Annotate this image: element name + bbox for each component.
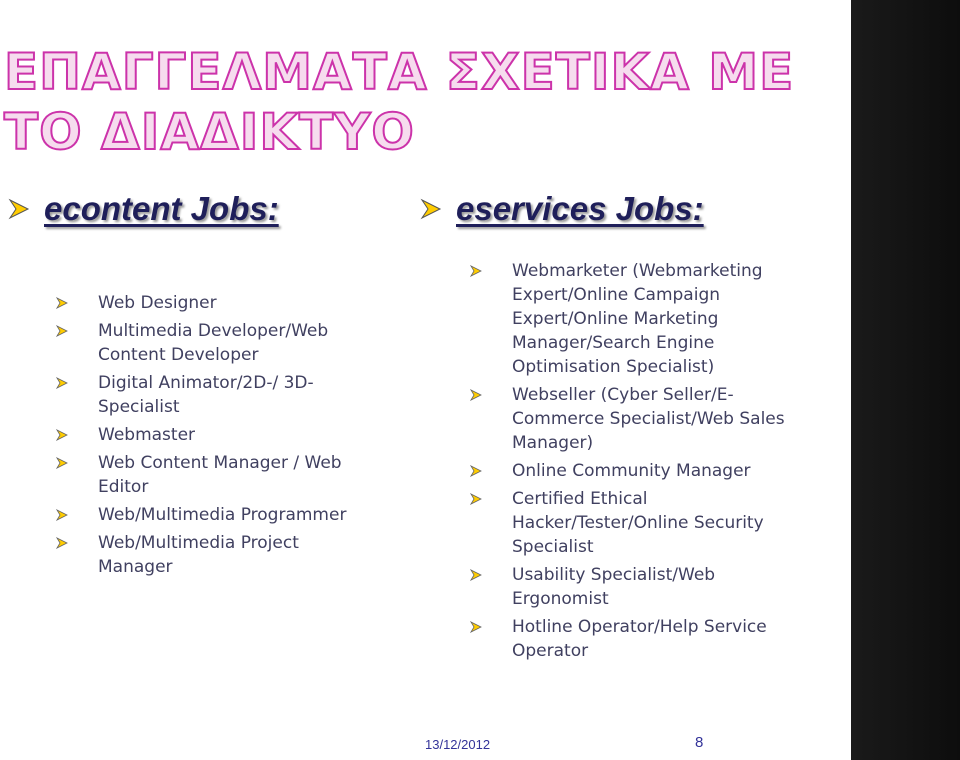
eservices-heading [420, 190, 704, 228]
list-item: Usability Specialist/Web Ergonomist [470, 563, 800, 611]
list-item: Certified Ethical Hacker/Tester/Online Security Specialist [470, 487, 800, 559]
arrow-bullet-icon [56, 325, 68, 337]
list-item: Web/Multimedia Project Manager [56, 531, 356, 579]
econtent-heading-label: econtent Jobs: [44, 190, 279, 227]
list-item: Web Content Manager / Web Editor [56, 451, 356, 499]
arrow-bullet-icon [56, 377, 68, 389]
slide-title: ΕΠΑΓΓΕΛΜΑΤΑ ΣΧΕΤΙΚΑ ΜΕ ΤΟ ΔΙΑΔΙΚΤΥΟ [4, 43, 795, 161]
list-item: Online Community Manager [470, 459, 800, 483]
list-item: Hotline Operator/Help Service Operator [470, 615, 800, 663]
list-item: Web/Multimedia Programmer [56, 503, 356, 527]
eservices-job-list [470, 259, 800, 667]
arrow-bullet-icon [8, 198, 30, 220]
list-item: Webmarketer (Webmarketing Expert/Online Campaign Expert/Online Marketing Manager/Search Engine Optimisation Specialist) [470, 259, 800, 379]
footer-date: 13/12/2012 [425, 737, 491, 752]
list-item: Web Designer [56, 291, 356, 315]
list-item: Webmaster [56, 423, 356, 447]
arrow-bullet-icon [56, 457, 68, 469]
list-item: Webseller (Cyber Seller/E-Commerce Specialist/Web Sales Manager) [470, 383, 800, 455]
arrow-bullet-icon [56, 429, 68, 441]
list-item: Multimedia Developer/Web Content Developer [56, 319, 356, 367]
arrow-bullet-icon [420, 198, 442, 220]
arrow-bullet-icon [470, 621, 482, 633]
list-item: Digital Animator/2D-/ 3D-Specialist [56, 371, 356, 419]
arrow-bullet-icon [56, 509, 68, 521]
econtent-job-list [56, 291, 356, 583]
econtent-heading [8, 190, 279, 228]
decorative-side-bar [851, 0, 960, 760]
eservices-heading-label: eservices Jobs: [456, 190, 704, 227]
arrow-bullet-icon [470, 493, 482, 505]
page-number: 8 [695, 734, 704, 751]
arrow-bullet-icon [470, 465, 482, 477]
arrow-bullet-icon [56, 297, 68, 309]
arrow-bullet-icon [470, 569, 482, 581]
arrow-bullet-icon [56, 537, 68, 549]
arrow-bullet-icon [470, 265, 482, 277]
arrow-bullet-icon [470, 389, 482, 401]
